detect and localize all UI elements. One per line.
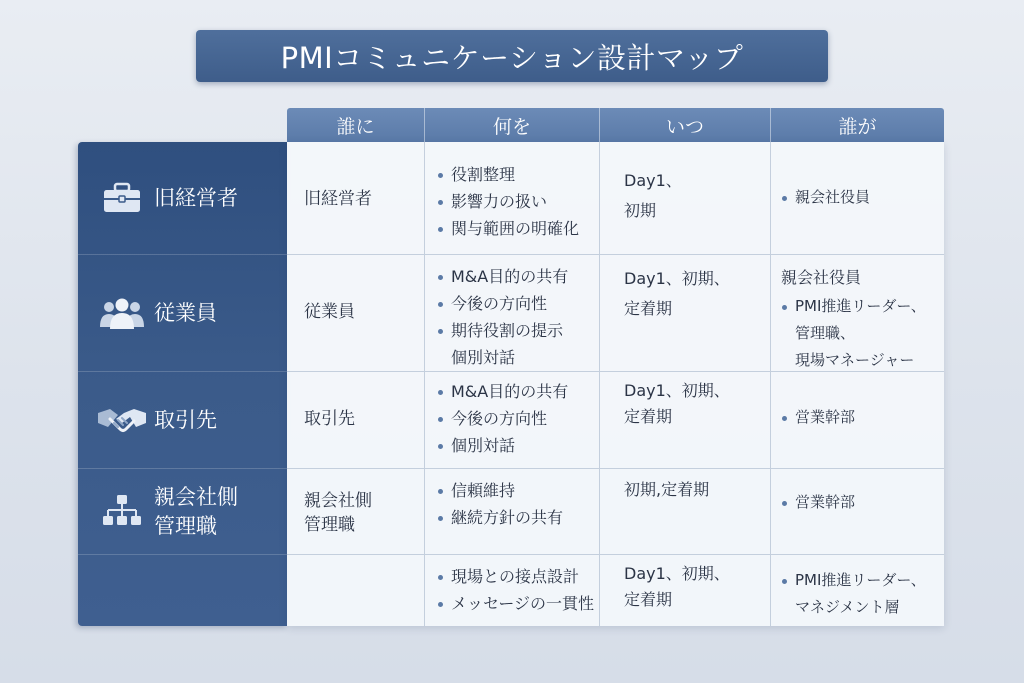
group-empty [78, 555, 287, 626]
list-item: 現場との接点設計 [437, 563, 599, 590]
list-item: 営業幹部 [781, 404, 944, 431]
when-line: Day1、初期、 [624, 269, 730, 288]
list-item: PMI推進リーダー、 [781, 293, 944, 320]
list-item: 関与範囲の明確化 [437, 215, 599, 242]
list-item: 影響力の扱い [437, 188, 599, 215]
list-item: 期待役割の提示 [437, 317, 599, 344]
header-by-whom: 誰が [838, 115, 877, 138]
list-item: 個別対話 [437, 432, 599, 459]
list-item: 役割整理 [437, 161, 599, 188]
table-header [287, 108, 944, 142]
list-item: マネジメント層 [795, 598, 900, 616]
group-label [154, 483, 238, 541]
group-label: 旧経営者 [154, 185, 238, 210]
cell-by-whom [771, 372, 944, 468]
group-parent-managers [78, 469, 287, 555]
table-row [287, 142, 944, 255]
cell-when [600, 142, 771, 254]
when-line: 初期,定着期 [624, 480, 710, 499]
cell-what [425, 555, 600, 626]
group-label: 取引先 [154, 407, 217, 432]
cell-by-whom [771, 555, 944, 626]
by-heading: 親会社役員 [781, 268, 862, 287]
list-item: PMI推進リーダー、 [781, 567, 944, 594]
table-row [287, 469, 944, 555]
cell-who-to: 取引先 [287, 372, 425, 468]
page-title-banner [196, 30, 828, 82]
cell-by-whom [771, 255, 944, 371]
when-line: 定着期 [624, 299, 673, 318]
cell-when [600, 255, 771, 371]
cell-what [425, 469, 600, 554]
list-item: 現場マネージャー [795, 351, 915, 369]
cell-who-to: 従業員 [287, 255, 425, 371]
list-item: 管理職、 [795, 324, 856, 342]
who-line: 親会社側 [304, 491, 372, 511]
people-icon [96, 296, 148, 330]
list-item: 個別対話 [451, 348, 516, 367]
list-item: 営業幹部 [781, 489, 944, 516]
list-item: 信頼維持 [437, 477, 599, 504]
cell-what [425, 372, 600, 468]
group-label: 従業員 [154, 300, 217, 325]
cell-by-whom [771, 469, 944, 554]
list-item: 今後の方向性 [437, 405, 599, 432]
stakeholder-column [78, 142, 287, 626]
cell-when [600, 469, 771, 554]
group-label-line: 親会社側 [154, 484, 238, 509]
header-who-to: 誰に [287, 108, 425, 142]
table-row [287, 255, 944, 372]
page-title: PMIコミュニケーション設計マップ [280, 40, 744, 75]
header-when: いつ [600, 108, 771, 142]
when-line: 定着期 [624, 590, 673, 609]
cell-what [425, 142, 600, 254]
list-item: 継続方針の共有 [437, 504, 599, 531]
briefcase-icon [96, 182, 148, 214]
when-line: Day1、初期、 [624, 381, 730, 400]
cell-who-to: 旧経営者 [287, 142, 425, 254]
group-label-line: 管理職 [154, 513, 217, 538]
who-line: 管理職 [304, 515, 355, 535]
list-item: 親会社役員 [781, 184, 944, 211]
cell-what [425, 255, 600, 371]
list-item: M&A目的の共有 [437, 263, 599, 290]
group-business-partners [78, 372, 287, 469]
when-line: Day1、 [624, 171, 682, 190]
communication-table [287, 142, 944, 626]
when-line: 定着期 [624, 407, 673, 426]
cell-when [600, 555, 771, 626]
when-line: 初期 [624, 201, 657, 220]
handshake-icon [96, 405, 148, 435]
group-former-management [78, 142, 287, 255]
cell-when [600, 372, 771, 468]
when-line: Day1、初期、 [624, 564, 730, 583]
list-item: M&A目的の共有 [437, 378, 599, 405]
header-what: 何を [425, 108, 600, 142]
group-employees [78, 255, 287, 372]
table-row [287, 555, 944, 626]
list-item: 今後の方向性 [437, 290, 599, 317]
org-chart-icon [96, 494, 148, 530]
cell-who-to [287, 555, 425, 626]
table-row [287, 372, 944, 469]
cell-by-whom [771, 142, 944, 254]
list-item: メッセージの一貫性 [437, 590, 599, 617]
cell-who-to [287, 469, 425, 554]
